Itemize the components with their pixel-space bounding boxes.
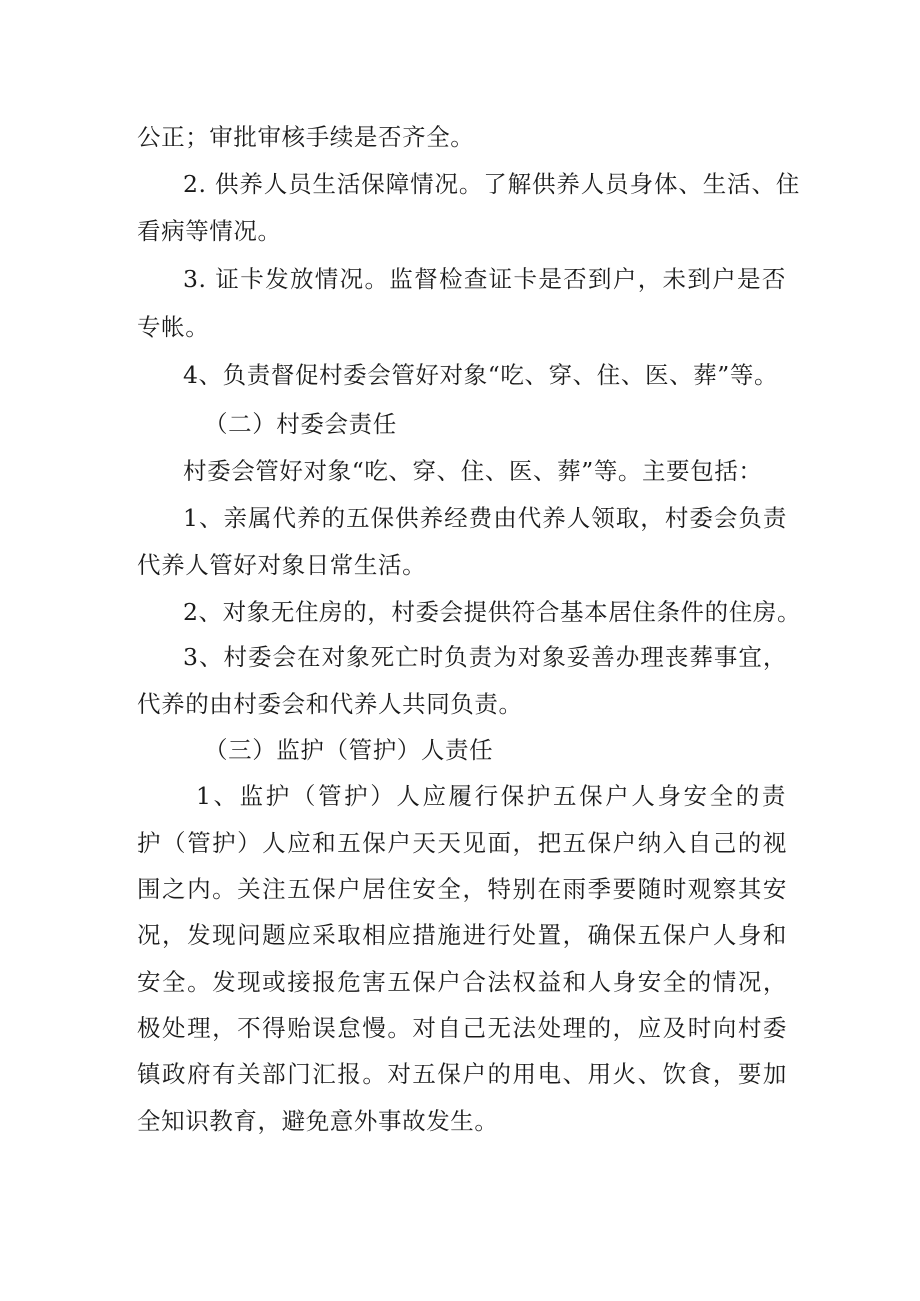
- text-line-2: 2. 供养人员生活保障情况。了解供养人员身体、生活、住: [183, 170, 800, 198]
- text-line-20: 极处理，不得贻误怠慢。对自己无法处理的，应及时向村委: [137, 1014, 787, 1042]
- text-line-16: 护（管护）人应和五保户天天见面，把五保户纳入自己的视: [137, 829, 787, 857]
- text-line-9: 1、亲属代养的五保供养经费由代养人领取，村委会负责: [183, 504, 787, 532]
- text-line-5: 专帐。: [137, 313, 210, 341]
- section-heading-3: （三）监护（管护）人责任: [204, 736, 494, 764]
- text-line-18: 况，发现问题应采取相应措施进行处置，确保五保户人身和: [137, 921, 787, 949]
- text-line-4: 3. 证卡发放情况。监督检查证卡是否到户，未到户是否: [183, 265, 786, 293]
- text-line-1: 公正；审批审核手续是否齐全。: [137, 123, 475, 151]
- text-line-8: 村委会管好对象“吃、穿、住、医、葬”等。主要包括：: [183, 457, 763, 485]
- text-line-19: 安全。发现或接报危害五保户合法权益和人身安全的情况，: [137, 968, 787, 996]
- text-line-11: 2、对象无住房的，村委会提供符合基本居住条件的住房。: [183, 598, 802, 626]
- section-heading-2: （二）村委会责任: [204, 410, 397, 438]
- text-line-21: 镇政府有关部门汇报。对五保户的用电、用火、饮食，要加: [137, 1060, 787, 1088]
- text-line-3: 看病等情况。: [137, 217, 282, 245]
- text-line-10: 代养人管好对象日常生活。: [137, 551, 427, 579]
- text-line-12: 3、村委会在对象死亡时负责为对象妥善办理丧葬事宜，: [183, 643, 787, 671]
- text-line-6: 4、负责督促村委会管好对象“吃、穿、住、医、葬”等。: [183, 361, 779, 389]
- text-line-22: 全知识教育，避免意外事故发生。: [137, 1107, 499, 1135]
- text-line-13: 代养的由村委会和代养人共同负责。: [137, 690, 523, 718]
- text-line-15: 1、监护（管护）人应履行保护五保户人身安全的责: [196, 782, 786, 810]
- text-line-17: 围之内。关注五保户居住安全，特别在雨季要随时观察其安: [137, 875, 787, 903]
